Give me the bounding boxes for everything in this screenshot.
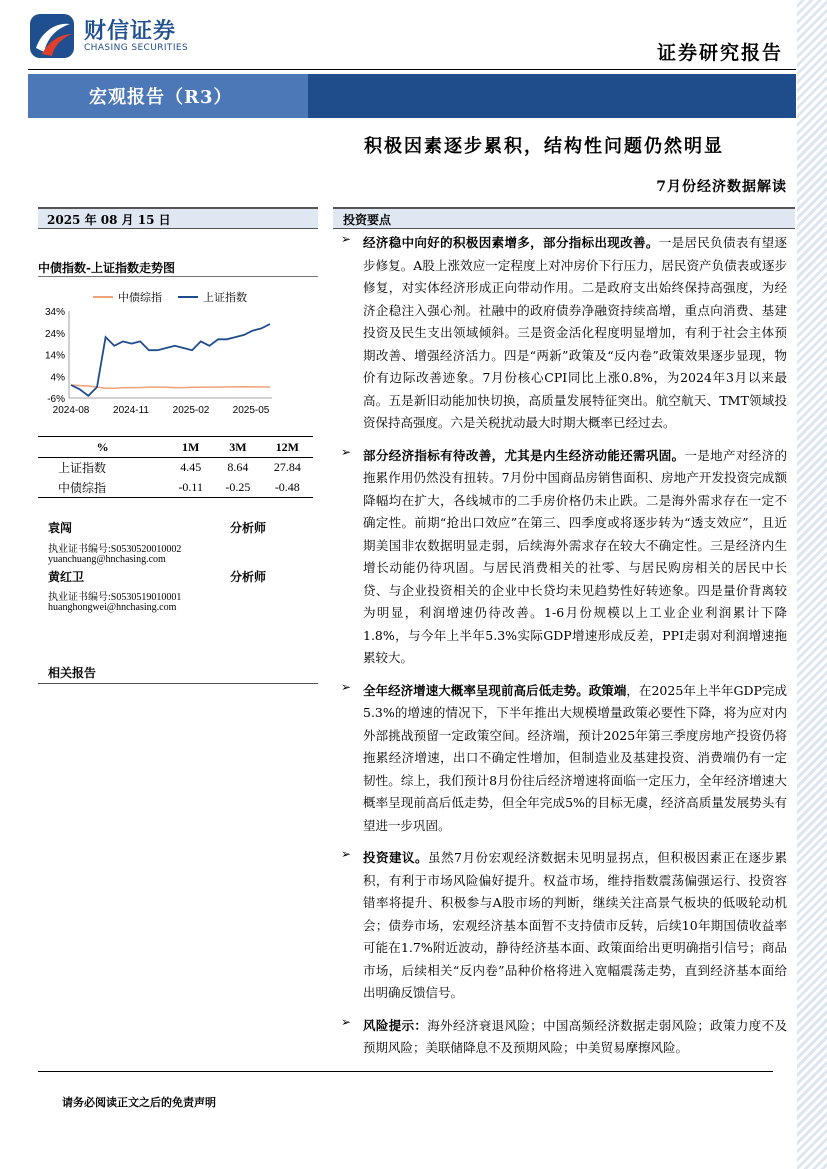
table-header-row bbox=[38, 437, 313, 458]
analyst-name: 黄红卫 bbox=[48, 570, 85, 584]
bullet-lead: 部分经济指标有待改善，尤其是内生经济动能还需巩固。 bbox=[363, 447, 685, 463]
table-header-cell: 3M bbox=[214, 437, 262, 458]
table-cell: -0.48 bbox=[262, 478, 313, 498]
table-cell: -0.11 bbox=[167, 478, 214, 498]
report-subtitle: 7月份经济数据解读 bbox=[656, 179, 787, 195]
chart-title-rule bbox=[38, 276, 318, 277]
x-tick-label: 2025-02 bbox=[172, 405, 210, 416]
report-type: 证券研究报告 bbox=[656, 42, 783, 64]
analyst-license: 执业证书编号:S0530519010001 bbox=[48, 592, 182, 603]
legend-label-sse: 上证指数 bbox=[203, 292, 247, 304]
report-title: 积极因素逐步累积，结构性问题仍然明显 bbox=[364, 136, 724, 157]
analyst-email[interactable]: yuanchuang@hnchasing.com bbox=[48, 554, 166, 565]
table-cell: 中债综指 bbox=[38, 478, 167, 498]
list-item bbox=[337, 680, 787, 838]
section-bar bbox=[333, 207, 795, 229]
legend-label-bond: 中债综指 bbox=[118, 292, 162, 304]
series-line-sse bbox=[71, 324, 270, 396]
table-cell: 8.64 bbox=[227, 460, 249, 475]
logo-text-en: CHASING SECURITIES bbox=[84, 43, 189, 53]
arrow-bullet-icon: ➢ bbox=[341, 679, 352, 694]
x-tick-label: 2024-11 bbox=[113, 405, 149, 416]
series-line-bond bbox=[71, 385, 270, 388]
table-cell: 4.45 bbox=[180, 460, 202, 475]
list-item bbox=[337, 847, 787, 1005]
section-heading: 投资要点 bbox=[343, 213, 392, 227]
analyst-title: 分析师 bbox=[230, 570, 267, 584]
list-item bbox=[337, 232, 787, 435]
index-trend-chart bbox=[38, 283, 318, 418]
bullet-lead: 投资建议。 bbox=[363, 850, 429, 865]
table-row bbox=[38, 458, 313, 478]
table-cell: 27.84 bbox=[273, 460, 301, 475]
bullet-lead: 全年经济增速大概率呈现前高后低走势。政策端 bbox=[363, 682, 627, 698]
y-tick-label: 34% bbox=[44, 307, 65, 318]
bullet-text: 一是地产对经济的拖累作用仍然没有扭转。7月份中国商品房销售面积、房地产开发投资完成额降幅均在扩大，各线城市的二手房价格仍未止跌。二是海外需求存在一定不确定性。前期“抢出口效应”在第三、四季度或将逐步转为“透支效应”，且近期美国非农数据明显走弱，后续海外需求存在较大不确定性。三是经济内生增长动能仍待巩固。与居民消费相关的社零、与居民购房相关的居民中长贷、与企业投资相关的企业中长贷均未见趋势性好转迹象。四是量价背离较为明显，利润增速仍待改善。1-6月份规模以上工业企业利润累计下降1.8%，与今年上半年5.3%实际GDP增速形成反差，PPI走弱对利润增速拖累较大。 bbox=[363, 447, 787, 665]
performance-table bbox=[38, 436, 313, 498]
analyst-email[interactable]: huanghongwei@hnchasing.com bbox=[48, 602, 177, 613]
y-tick-label: 4% bbox=[50, 372, 65, 384]
table-cell: 上证指数 bbox=[58, 461, 107, 476]
chart-title: 中债指数-上证指数走势图 bbox=[38, 261, 175, 275]
table-header-cell: 12M bbox=[262, 437, 313, 458]
footer-rule bbox=[38, 1071, 773, 1072]
arrow-bullet-icon: ➢ bbox=[341, 444, 352, 459]
table-header-cell: % bbox=[38, 437, 167, 458]
y-tick-label: 24% bbox=[44, 328, 65, 340]
bullet-text: 一是居民负债表有望逐步修复。A股上涨效应一定程度上对冲房价下行压力，居民资产负债表或逐步修复，对实体经济形成正向带动作用。二是政府支出始终保持高强度，为经济企稳注入强心剂。社融中的政府债券净融资持续高增，重点向消费、基建投资及民生支出领域倾斜。三是资金活化程度明显增加，有利于社会主体预期改善、增强经济活力。四是“两新”政策及“反内卷”政策效果逐步显现，物价有边际改善迹象。7月份核心CPI同比上涨0.8%，为2024年3月以来最高。五是新旧动能加快切换，高质量发展特征突出。航空航天、TMT领域投资保持高强度。六是关税扰动最大时期大概率已经过去。 bbox=[363, 235, 787, 430]
band-title: 宏观报告（R3） bbox=[89, 87, 233, 108]
report-date: 2025 年 08 月 15 日 bbox=[47, 213, 171, 227]
decorative-stripe bbox=[797, 0, 827, 1169]
y-tick-label: -6% bbox=[47, 394, 65, 405]
arrow-bullet-icon: ➢ bbox=[341, 847, 352, 861]
table-row bbox=[38, 478, 313, 498]
bullet-lead: 风险提示： bbox=[363, 1017, 428, 1033]
related-reports-heading: 相关报告 bbox=[48, 666, 97, 680]
x-tick-label: 2025-05 bbox=[232, 405, 270, 416]
related-reports-rule bbox=[38, 683, 318, 684]
key-points bbox=[337, 232, 787, 1070]
arrow-bullet-icon: ➢ bbox=[341, 232, 352, 246]
bullet-lead: 经济稳中向好的积极因素增多，部分指标出现改善。 bbox=[363, 235, 659, 250]
analyst-license: 执业证书编号:S0530520010002 bbox=[48, 544, 182, 555]
x-tick-label: 2024-08 bbox=[52, 405, 90, 416]
chasing-logo-icon bbox=[28, 12, 76, 60]
table-header-cell: 1M bbox=[167, 437, 214, 458]
table-cell: -0.25 bbox=[214, 478, 262, 498]
list-item bbox=[337, 1015, 787, 1060]
disclaimer-note: 请务必阅读正文之后的免责声明 bbox=[62, 1096, 216, 1109]
list-item bbox=[337, 445, 787, 670]
bullet-text: ，在2025年上半年GDP完成5.3%的增速的情况下，下半年推出大规模增量政策必要性下降，将为应对内外部挑战预留一定政策空间。经济端，预计2025年第三季度房地产投资仍将拖累经济增速，出口不确定性增加，但制造业及基建投资、消费端仍有一定韧性。综上，我们预计8月份往后经济增速将面临一定压力，全年经济增速大概率呈现前高后低走势，但全年完成5%的目标无虞，经济高质量发展势头有望进一步巩固。 bbox=[363, 682, 787, 833]
analyst-title: 分析师 bbox=[230, 521, 267, 535]
analyst-name: 袁闯 bbox=[48, 521, 73, 535]
bullet-text: 虽然7月份宏观经济数据未见明显拐点，但积极因素正在逐步累积，有利于市场风险偏好提升。权益市场，维持指数震荡偏强运行、投资容错率将提升、积极参与A股市场的判断，继续关注高景气板块的低吸轮动机会；债券市场，宏观经济基本面暂不支持债市反转，后续10年期国债收益率可能在1.7%附近波动，静待经济基本面、政策面给出更明确指引信号；商品市场，后续相关“反内卷”品种价格将进入宽幅震荡走势，直到经济基本面给出明确反馈信号。 bbox=[363, 850, 787, 1000]
logo-text-cn: 财信证券 bbox=[84, 19, 177, 44]
y-tick-label: 14% bbox=[44, 350, 65, 362]
arrow-bullet-icon: ➢ bbox=[341, 1014, 352, 1029]
bullet-text: 海外经济衰退风险；中国高频经济数据走弱风险；政策力度不及预期风险；美联储降息不及预期风险；中美贸易摩擦风险。 bbox=[363, 1017, 787, 1055]
header-rule bbox=[28, 69, 796, 70]
